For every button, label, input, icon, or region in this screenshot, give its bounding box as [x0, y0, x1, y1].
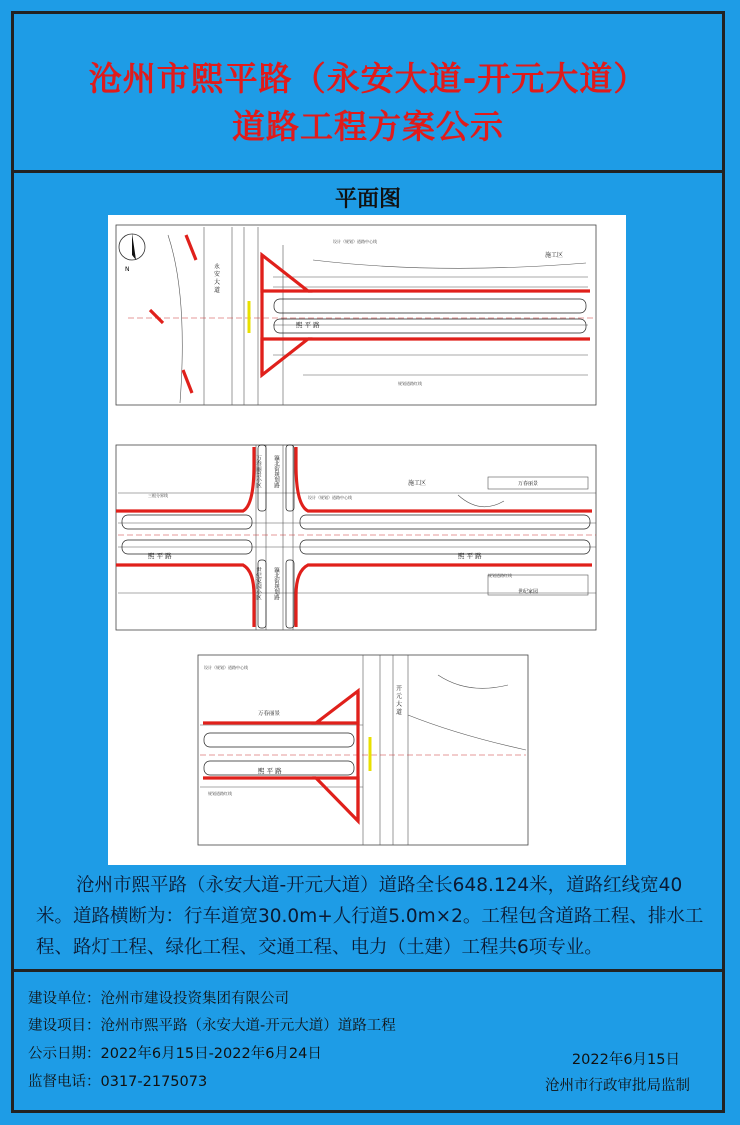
- sheet2-redline-label: 规划道路红线: [488, 573, 512, 578]
- sheet3-north-label: 万春丽景: [258, 711, 281, 717]
- sheet1-road-name: 熙 平 路: [296, 321, 320, 329]
- sheet2-road-name-2: 熙 平 路: [458, 552, 482, 560]
- sheet2-north-road: 瀛北街规划路: [273, 455, 279, 488]
- plan-heading: 平面图: [334, 187, 401, 212]
- plan-drawing: [108, 215, 626, 865]
- title-line-1: 沧州市熙平路（永安大道-开元大道）: [88, 59, 648, 98]
- sheet3-redline-label: 规划道路红线: [208, 791, 232, 796]
- sheet2-east-north: 万春丽景: [518, 481, 539, 487]
- project-description: 沧州市熙平路（永安大道-开元大道）道路全长648.124米，道路红线宽40米。道路横断为：行车道宽30.0m+人行道5.0m×2。工程包含道路工程、排水工程、路灯工程、绿化工程、交通工程、电力（土建）工程共6项专业。: [36, 875, 704, 958]
- north-label: N: [125, 266, 130, 273]
- plan-drawing-svg: [108, 215, 626, 865]
- info-phone: 监督电话：0317-2175073: [28, 1074, 208, 1090]
- sheet1-redline-label: 规划道路红线: [398, 381, 422, 386]
- sheet3-centerline-label: 设计（规划）道路中心线: [204, 665, 248, 670]
- info-period: 公示日期：2022年6月15日-2022年6月24日: [28, 1046, 322, 1062]
- sheet2-poles-label: 三根分界线: [148, 493, 168, 498]
- sheet1-construction: 施工区: [545, 252, 564, 259]
- sheet2-north-label: 万春丽景小区: [255, 455, 261, 488]
- sheet-2: [116, 445, 596, 630]
- sheet2-south-label: 世纪家园小区: [255, 567, 261, 600]
- info-project: 建设项目：沧州市熙平路（永安大道-开元大道）道路工程: [28, 1018, 396, 1034]
- sheet1-centerline-label: 设计（规划）道路中心线: [333, 239, 377, 244]
- sheet3-cross-road: 开 元 大 道: [394, 685, 402, 715]
- title-section: [11, 11, 725, 173]
- sheet2-road-name-1: 熙 平 路: [148, 552, 172, 560]
- sign-date: 2022年6月15日: [571, 1052, 680, 1068]
- sheet2-east-south: 世纪家园: [518, 589, 539, 595]
- title-line-2: 道路工程方案公示: [232, 107, 504, 146]
- sheet2-construction: 施工区: [408, 480, 427, 487]
- sheet1-cross-road: 永 安 大 道: [212, 263, 220, 293]
- sign-authority: 沧州市行政审批局监制: [545, 1078, 690, 1094]
- info-builder: 建设单位：沧州市建设投资集团有限公司: [28, 991, 289, 1007]
- sheet2-south-road: 瀛北街规划路: [273, 567, 279, 600]
- sheet-3: [198, 655, 528, 845]
- sheet3-road-name: 熙 平 路: [258, 767, 282, 775]
- sheet-1: [116, 225, 596, 405]
- sheet2-centerline-label: 设计（规划）道路中心线: [308, 495, 352, 500]
